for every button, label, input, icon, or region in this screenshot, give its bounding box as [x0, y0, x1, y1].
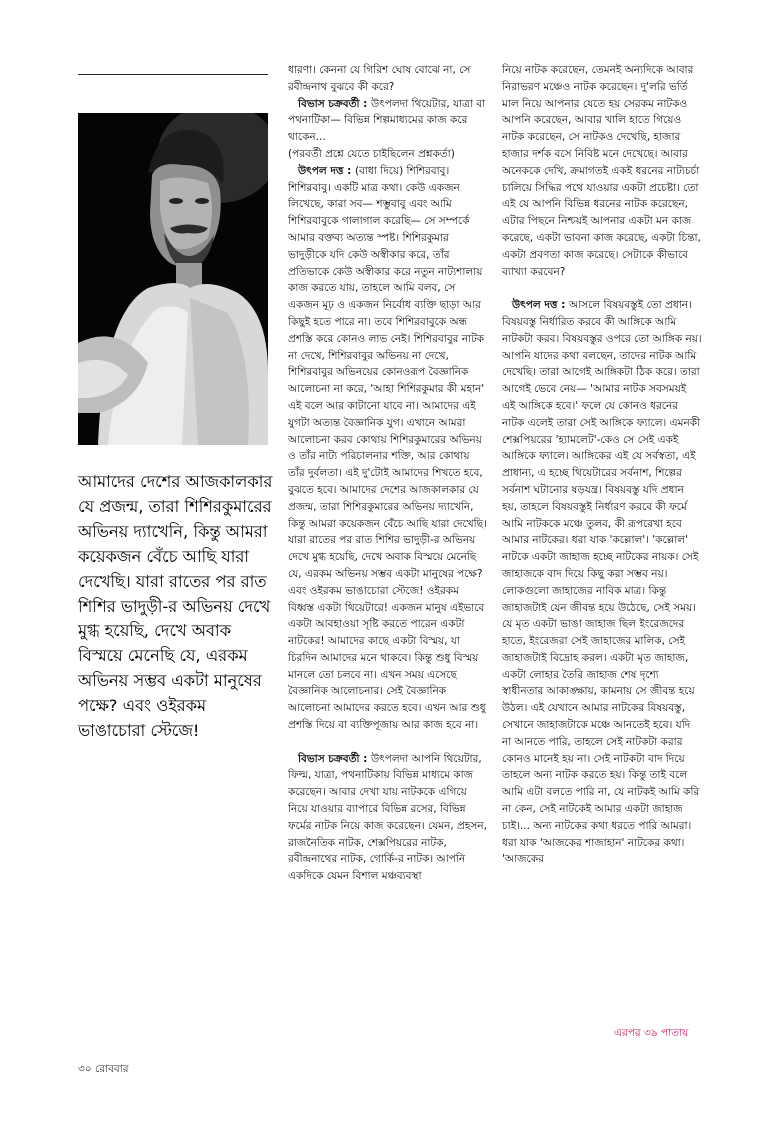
paragraph [502, 62, 702, 280]
paragraph-text: (পরবর্তী প্রশ্নে যেতে চাইছিলেন প্রশ্নকর্তা) [288, 147, 455, 160]
paragraph [288, 163, 488, 734]
paragraph-text: ধারণা। কেননা যে গিরিশ ঘোষ বোঝে না, সে রবীন্দ্রনাথ বুঝবে কী করে? [288, 64, 471, 93]
paragraph [288, 96, 488, 146]
speaker-name: বিভাস চক্রবর্তী : [298, 752, 371, 765]
paragraph-text: উৎপলদা আপনি থিয়েটার, ফিল্ম, যাত্রা, পথনাটিকায় বিভিন্ন মাধ্যমে কাজ করেছেন। আবার দেখা যায় নাটককে এগিয়ে নিয়ে যাওয়ার ব্যাপারে বিভিন্ন রসের, বিভিন্ন ফর্মের নাটক নিয়ে কাজ করেছেন। যেমন, প্রহসন, রাজনৈতিক নাটক, শেক্সপিয়রের নাটক, রবীন্দ্রনাথের নাটক, গোর্কি-র নাটক। আপনি একদিকে যেমন বিশাল মঞ্চব্যবস্থা [288, 752, 487, 883]
paragraph [288, 62, 488, 96]
paragraph [502, 297, 702, 868]
top-rule [78, 74, 268, 75]
paragraph-gap [502, 280, 702, 297]
speaker-name: বিভাস চক্রবর্তী : [298, 97, 371, 110]
paragraph-gap [288, 734, 488, 751]
paragraph [288, 146, 488, 163]
article-column-right [502, 62, 702, 868]
portrait-photo [78, 113, 268, 445]
page-footer: ৩০ রোববার [78, 1063, 129, 1075]
paragraph [288, 751, 488, 885]
paragraph-text: আসলে বিষয়বস্তুই তো প্রধান। বিষয়বস্তু নির্ধারিত করবে কী আঙ্গিকে আমি নাটকটা করব। বিষয়বস্তুর ওপরে তো আঙ্গিক নয়। আপনি যাদের কথা বলছেন, তাদের নাটক আমি দেখেছি। তারা আগেই আঙ্গিকটা ঠিক করে। তারা আগেই ভেবে নেয়— 'আমার নাটক সবসময়ই এই আঙ্গিকে হবে।' ফলে যে কোনও ধরনের নাটক এলেই তারা সেই আঙ্গিকে ফ্যালে। এমনকী শেক্সপিয়রের 'হ্যামলেট'-কেও সে সেই একই আঙ্গিকে ফ্যালে। আঙ্গিকের এই যে সর্বস্বতা, এই প্রাধান্য, এ হচ্ছে থিয়েটারের সর্বনাশ, শিল্পের সর্বনাশ ঘটানোর ষড়যন্ত্র। বিষয়বস্তু যদি প্রধান হয়, তাহলে বিষয়বস্তুই নির্ধারণ করবে কী ফর্মে আমি নাটককে মঞ্চে তুলব, কী রূপরেখা হবে আমার নাটকের। ধরা যাক 'কল্লোল'। 'কল্লোল' নাটকে একটা জাহাজ হচ্ছে নাটকের নায়ক। সেই জাহাজকে বাদ দিয়ে কিছু করা সম্ভব নয়। লোকগুলো জাহাজের নাবিক মাত্র। কিন্তু জাহাজটাই যেন জীবন্ত হয়ে উঠেছে, সেই সময়। যে মৃত একটা ভাঙা জাহাজ ছিল ইংরেজদের হাতে, ইংরেজরা সেই জাহাজের মালিক, সেই জাহাজটাই বিদ্রোহ করল। একটা মৃত জাহাজ, একটা লোহার তৈরি জাহাজ শেষ দৃশ্যে স্বাধীনতার আকাঙ্ক্ষায়, কামনায় সে জীবন্ত হয়ে উঠল। এই যেখানে আমার নাটকের বিষয়বস্তু, সেখানে জাহাজটাকে মঞ্চে আনতেই হবে। যদি না আনতে পারি, তাহলে সেই নাটকটা করার কোনও মানেই হয় না। সেই নাটকটা বাদ দিয়ে তাহলে অন্য নাটক করতে হয়। কিন্তু তাই বলে আমি এটা বলতে পারি না, যে নাটকই আমি করি না কেন, সেই নাটকেই আমার একটা জাহাজ চাই।... অন্য নাটকের কথা ধরতে পারি আমরা। ধরা যাক 'আজকের শাজাহান' নাটকের কথা। 'আজকের [502, 299, 702, 866]
article-column-middle [288, 62, 488, 885]
continued-note: এরপর ৩৯ পাতায় [614, 1027, 689, 1039]
paragraph-text: নিয়ে নাটক করেছেন, তেমনই অন্যদিকে আবার নিরাভরণ মঞ্চেও নাটক করেছেন। দু'লরি ভর্তি মাল নিয়ে আপনার যেতে হয় সেরকম নাটকও আপনি করেছেন, আবার খালি হাতে গিয়েও নাটক করেছেন, সে নাটকও দেখেছি, হাজার হাজার দর্শক বসে নিবিষ্ট মনে দেখেছে। আবার অনেককে দেখি, ক্রমাগতই একই ধরনের নাট্যচর্চা চালিয়ে সিদ্ধির পথে যাওয়ার একটা প্রচেষ্টা। তো এই যে আপনি বিভিন্ন ধরনের নাটক করেছেন, এটার পিছনে নিশ্চয়ই আপনার একটা মন কাজ করেছে, একটা ভাবনা কাজ করেছে, একটা চিন্তা, একটা প্রবণতা কাজ করেছে। সেটাকে কীভাবে ব্যাখ্যা করবেন? [502, 64, 701, 278]
paragraph-text: উৎপলদা থিয়েটার, যাত্রা বা পথনাটিকা— বিভিন্ন শিল্পমাধ্যমের কাজ করে থাকেন... [288, 97, 486, 144]
speaker-name: উৎপল দত্ত : [512, 299, 569, 312]
speaker-name: উৎপল দত্ত : [298, 164, 355, 177]
paragraph-text: (বাধা দিয়ে) শিশিরবাবু। শিশিরবাবু। একটি মাত্র কথা। কেউ একজন লিখেছে, কারা সব— শম্ভুবাবু এবং আমি শিশিরবাবুকে গালাগাল করেছি— সে সম্পর্কে আমার বক্তব্য অত্যন্ত স্পষ্ট। শিশিরকুমার ভাদুড়ীকে যদি কেউ অস্বীকার করে, তাঁর প্রতিভাকে কেউ অস্বীকার করে নতুন নাট্যশালায় কাজ করতে যায়, তাহলে আমি বলব, সে একজন মূঢ় ও একজন নির্বোধ ব্যক্তি ছাড়া আর কিছুই হতে পারে না। তবে শিশিরবাবুকে অন্ধ প্রশস্তি করে কোনও লাভ নেই। শিশিরবাবুর নাটক না দেখে, শিশিরবাবুর অভিনয় না দেখে, শিশিরবাবুর অভিনয়ের কোনওরূপ বৈজ্ঞানিক আলোচনা না করে, 'আহা শিশিরকুমার কী মহান' এই বলে আর কাটানো যাবে না। আমাদের এই যুগটা অত্যন্ত বৈজ্ঞানিক যুগ। এখানে আমরা আলোচনা করব কোথায় শিশিরকুমারের অভিনয় ও তাঁর নাট্য পরিচালনার শক্তি, আর কোথায় তাঁর দুর্বলতা। এই দু'টোই আমাদের শিখতে হবে, বুঝতে হবে। আমাদের দেশের আজকালকার যে প্রজন্ম, তারা শিশিরকুমারের অভিনয় দ্যাখেনি, কিন্তু আমরা কয়েকজন বেঁচে আছি যারা দেখেছি। যারা রাতের পর রাত শিশির ভাদুড়ী-র অভিনয় দেখে মুগ্ধ হয়েছি, দেখে অবাক বিস্ময়ে মেনেছি যে, এরকম অভিনয় সম্ভব একটা মানুষের পক্ষে? এবং ওইরকম ভাঙাচোরা স্টেজে! ওইরকম বিধ্বস্ত একটা থিয়েটারে! একজন মানুষ এইভাবে একটা আবহাওয়া সৃষ্টি করতে পারেন একটা নাটকের! আমাদের কাছে একটা বিস্ময়, যা চিরদিন আমাদের মনে থাকবে। কিন্তু শুধু বিস্ময় মানলে তো চলবে না। এখন সময় এসেছে বৈজ্ঞানিক আলোচনার। সেই বৈজ্ঞানিক আলোচনা আমাদের করতে হবে। এখন আর শুধু প্রশস্তি দিয়ে বা ব্যক্তিপূজায় আর কাজ হবে না। [288, 164, 487, 732]
pull-quote: আমাদের দেশের আজকালকার যে প্রজন্ম, তারা শিশিরকুমারের অভিনয় দ্যাখেনি, কিন্তু আমরা কয়েকজন বেঁচে আছি যারা দেখেছি। যারা রাতের পর রাত শিশির ভাদুড়ী-র অভিনয় দেখে মুগ্ধ হয়েছি, দেখে অবাক বিস্ময়ে মেনেছি যে, এরকম অভিনয় সম্ভব একটা মানুষের পক্ষে? এবং ওইরকম ভাঙাচোরা স্টেজে! [78, 472, 273, 741]
